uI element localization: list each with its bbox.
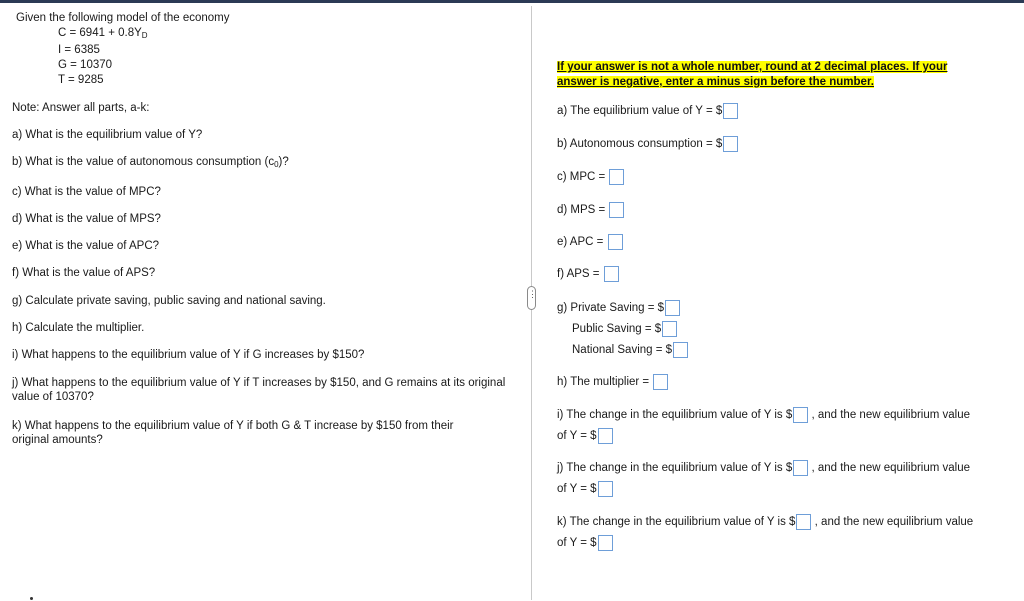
public-saving-label: Public Saving = $ (572, 323, 662, 336)
question-h: h) Calculate the multiplier. (12, 322, 145, 334)
answer-j-new-label: , and the new equilibrium value (811, 462, 971, 475)
question-k: k) What happens to the equilibrium value of Y if both G & T increase by $150 from their original amounts? (12, 420, 454, 446)
national-saving-label: National Saving = $ (572, 344, 673, 357)
answer-j-row (557, 460, 970, 476)
answer-k-row (557, 514, 973, 530)
question-b-end: )? (278, 156, 289, 168)
answer-g-public-row (572, 321, 677, 337)
rounding-instruction-text: If your answer is not a whole number, round at 2 decimal places. If your answer is negative, enter a minus sign before the number. (557, 61, 948, 88)
answer-b-row (557, 136, 738, 152)
answer-a-input[interactable] (723, 103, 738, 119)
answer-j-change-input[interactable] (793, 460, 808, 476)
answer-f-input[interactable] (604, 266, 619, 282)
national-saving-input[interactable] (673, 342, 688, 358)
question-g: g) Calculate private saving, public saving and national saving. (12, 295, 326, 307)
answer-e-input[interactable] (608, 234, 623, 250)
public-saving-input[interactable] (662, 321, 677, 337)
answer-g-private-row (557, 300, 680, 316)
answer-d-input[interactable] (609, 202, 624, 218)
private-saving-label: g) Private Saving = $ (557, 302, 665, 315)
answer-pane (532, 0, 1024, 601)
answer-h-row (557, 374, 668, 390)
private-saving-input[interactable] (665, 300, 680, 316)
answer-j-newy-row (557, 481, 613, 497)
consumption-equation (58, 27, 148, 40)
answer-b-label: b) Autonomous consumption = $ (557, 138, 723, 151)
answer-i-change-input[interactable] (793, 407, 808, 423)
model-intro: Given the following model of the economy (16, 12, 230, 24)
answer-g-national-row (572, 342, 688, 358)
question-j: j) What happens to the equilibrium value of Y if T increases by $150, and G remains at its original value of 10370? (12, 377, 506, 403)
answer-k-change-input[interactable] (796, 514, 811, 530)
question-i: i) What happens to the equilibrium value of Y if G increases by $150? (12, 349, 365, 361)
cursor-dot (30, 597, 33, 600)
answer-j-newy-label: of Y = $ (557, 483, 597, 496)
answer-k-newy-label: of Y = $ (557, 537, 597, 550)
question-d: d) What is the value of MPS? (12, 213, 161, 225)
answer-d-row (557, 202, 624, 218)
investment-equation: I = 6385 (58, 44, 100, 56)
question-b-subscript: 0 (274, 160, 279, 169)
answer-k-newy-input[interactable] (598, 535, 613, 551)
answer-f-label: f) APS = (557, 268, 600, 281)
question-c: c) What is the value of MPC? (12, 186, 161, 198)
answer-i-new-label: , and the new equilibrium value (811, 409, 971, 422)
answer-c-input[interactable] (609, 169, 624, 185)
question-b (12, 156, 289, 169)
consumption-equation-text: C = 6941 + 0.8Y (58, 27, 142, 39)
answer-i-newy-row (557, 428, 613, 444)
question-a: a) What is the equilibrium value of Y? (12, 129, 203, 141)
answer-j-newy-input[interactable] (598, 481, 613, 497)
question-e: e) What is the value of APC? (12, 240, 160, 252)
answer-e-row (557, 234, 623, 250)
multiplier-label: h) The multiplier = (557, 376, 650, 389)
answer-f-row (557, 266, 619, 282)
note-text: Note: Answer all parts, a-k: (12, 102, 150, 114)
answer-c-label: c) MPC = (557, 171, 606, 184)
question-b-text: b) What is the value of autonomous consumption (c (12, 156, 275, 168)
answer-k-new-label: , and the new equilibrium value (814, 516, 974, 529)
rounding-instruction (557, 60, 987, 90)
multiplier-input[interactable] (653, 374, 668, 390)
answer-a-row (557, 103, 738, 119)
answer-i-change-label: i) The change in the equilibrium value of Y is $ (557, 409, 793, 422)
answer-e-label: e) APC = (557, 236, 604, 249)
answer-k-change-label: k) The change in the equilibrium value of Y is $ (557, 516, 796, 529)
answer-j-change-label: j) The change in the equilibrium value of Y is $ (557, 462, 793, 475)
answer-i-newy-label: of Y = $ (557, 430, 597, 443)
answer-c-row (557, 169, 624, 185)
pane-resize-handle[interactable]: ⋮ (527, 286, 536, 310)
answer-a-label: a) The equilibrium value of Y = $ (557, 105, 723, 118)
consumption-subscript: D (141, 31, 148, 40)
answer-k-newy-row (557, 535, 613, 551)
answer-b-input[interactable] (723, 136, 738, 152)
tax-equation: T = 9285 (58, 74, 104, 86)
answer-i-row (557, 407, 970, 423)
question-f: f) What is the value of APS? (12, 267, 156, 279)
answer-d-label: d) MPS = (557, 204, 606, 217)
government-equation: G = 10370 (58, 59, 113, 71)
answer-i-newy-input[interactable] (598, 428, 613, 444)
